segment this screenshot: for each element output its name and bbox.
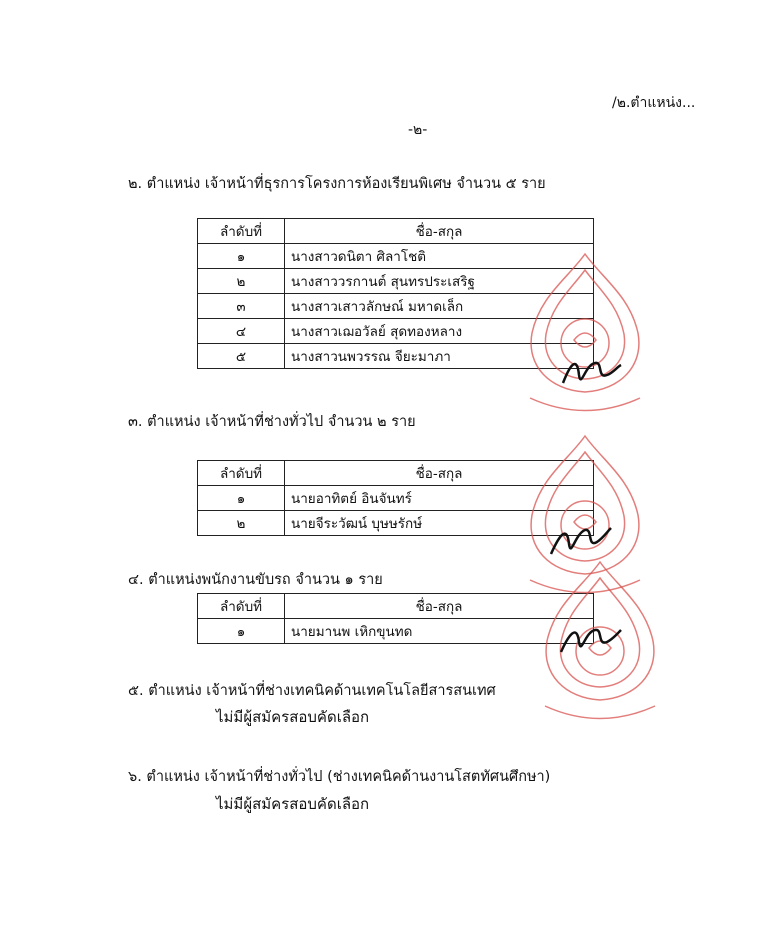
row-number: ๒ bbox=[198, 511, 285, 536]
row-name: นายจีระวัฒน์ บุษษรักษ์ bbox=[285, 511, 594, 536]
name-header: ชื่อ-สกุล bbox=[285, 594, 594, 619]
name-header: ชื่อ-สกุล bbox=[285, 219, 594, 244]
next-page-reference: /๒.ตำแหน่ง... bbox=[612, 95, 696, 111]
order-header: ลำดับที่ bbox=[198, 461, 285, 486]
section-5-note: ไม่มีผู้สมัครสอบคัดเลือก bbox=[216, 708, 370, 726]
name-header: ชื่อ-สกุล bbox=[285, 461, 594, 486]
handwritten-signature bbox=[555, 345, 625, 395]
section-6-note: ไม่มีผู้สมัครสอบคัดเลือก bbox=[216, 795, 370, 813]
row-name: นางสาวดนิตา ศิลาโชติ bbox=[285, 244, 594, 269]
row-name: นายมานพ เหิกขุนทด bbox=[285, 619, 594, 644]
row-name: นางสาวเสาวลักษณ์ มหาดเล็ก bbox=[285, 294, 594, 319]
school-seal-stamp bbox=[510, 248, 660, 423]
section-4-title: ๔. ตำแหน่งพนักงานขับรถ จำนวน ๑ ราย bbox=[128, 572, 383, 588]
row-number: ๑ bbox=[198, 619, 285, 644]
row-number: ๑ bbox=[198, 244, 285, 269]
page-number: -๒- bbox=[408, 122, 428, 138]
row-number: ๒ bbox=[198, 269, 285, 294]
row-number: ๑ bbox=[198, 486, 285, 511]
section-5-title: ๕. ตำแหน่ง เจ้าหน้าที่ช่างเทคนิคด้านเทคโนโลยีสารสนเทศ bbox=[128, 683, 496, 699]
section-3-title: ๓. ตำแหน่ง เจ้าหน้าที่ช่างทั่วไป จำนวน ๒ ราย bbox=[128, 414, 416, 430]
row-name: นางสาวเฌอวัลย์ สุดทองหลาง bbox=[285, 319, 594, 344]
order-header: ลำดับที่ bbox=[198, 594, 285, 619]
row-number: ๓ bbox=[198, 294, 285, 319]
handwritten-signature bbox=[555, 612, 625, 662]
row-number: ๔ bbox=[198, 319, 285, 344]
row-name: นางสาวนพวรรณ จียะมาภา bbox=[285, 344, 594, 369]
section-2-title: ๒. ตำแหน่ง เจ้าหน้าที่ธุรการโครงการห้องเรียนพิเศษ จำนวน ๕ ราย bbox=[128, 176, 546, 192]
order-header: ลำดับที่ bbox=[198, 219, 285, 244]
section-6-title: ๖. ตำแหน่ง เจ้าหน้าที่ช่างทั่วไป (ช่างเทคนิคด้านงานโสตทัศนศึกษา) bbox=[128, 769, 551, 785]
row-name: นายอาทิตย์ อินจันทร์ bbox=[285, 486, 594, 511]
table-header-row bbox=[198, 219, 594, 244]
row-name: นางสาววรกานต์ สุนทรประเสริฐ bbox=[285, 269, 594, 294]
handwritten-signature bbox=[545, 512, 615, 562]
row-number: ๕ bbox=[198, 344, 285, 369]
